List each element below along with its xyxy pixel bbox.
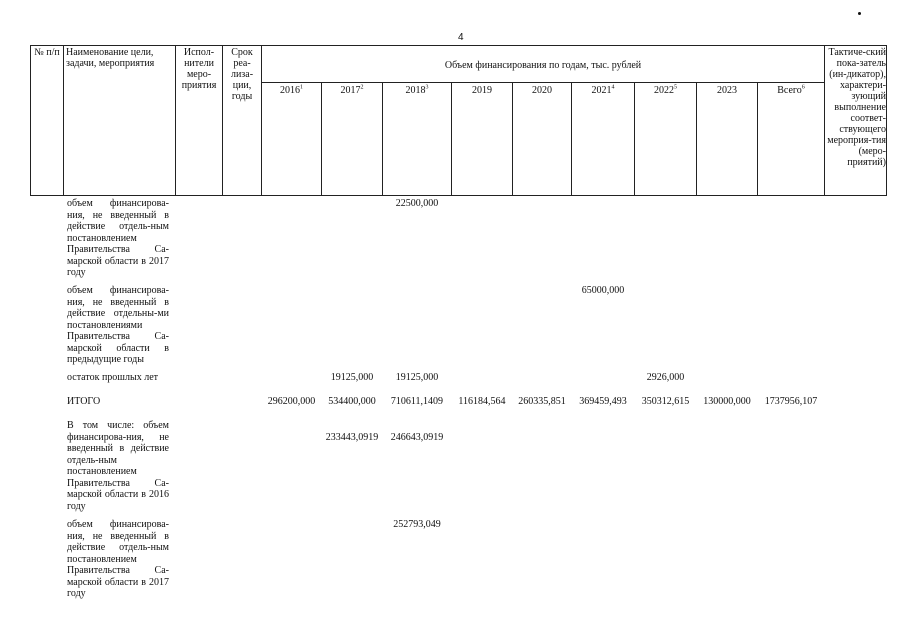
year-header-2022: 2022$^5$ [654,84,677,96]
year-header-Всего: Всего$^6$ [777,84,805,96]
year-header-2020: 2020 [532,85,552,96]
row-value-2021: 369459,493 [579,396,627,407]
row-value-2017: 19125,000 [330,372,374,383]
row-value-2016: 296200,000 [267,396,316,407]
row-label: В том числе: объем финансирова-ния, не введенный в действие отдель-ным постановлением Правительства Са-марской области в 2016 году [67,420,169,512]
row-label: объем финансирова-ния, не введенный в действие отдель-ным постановлением Правительства Са-марской области в 2017 году [67,519,169,599]
year-header-2016: 2016$^1$ [280,84,303,96]
col-term-header: Срок реа-лиза-ции, годы [230,47,254,102]
year-header-2021: 2021$^4$ [591,84,615,96]
row-label: объем финансирова-ния, не введенный в действие отдель-ным постановлением Правительства Са-марской области в 2017 году [67,198,169,278]
row-value-total: 1737956,107 [764,396,818,407]
year-header-2018: 2018$^3$ [405,84,429,96]
row-label: остаток прошлых лет [67,372,159,383]
row-value-2022: 2926,000 [646,372,685,383]
row-value-2018: 710611,1409 [390,396,444,407]
row-value-2023: 130000,000 [703,396,751,407]
row-value-2018: 246643,0919 [390,432,444,443]
row-value-2018: 22500,000 [395,198,439,209]
scan-dot [858,12,861,15]
year-header-2017: 2017$^2$ [340,84,364,96]
col-name-header: Наименование цели, задачи, мероприятия [66,47,155,69]
year-header-2019: 2019 [472,85,492,96]
col-executors-header: Испол-нители меро-приятия [181,47,217,91]
row-value-2019: 116184,564 [458,396,506,407]
row-label: объем финансирова-ния, не введенный в действие отдельны-ми постановлениями Правительства Са-марской области в предыдущие годы [67,285,169,365]
row-value-2017: 534400,000 [328,396,376,407]
year-header-2023: 2023 [717,85,737,96]
col-indicator-header: Тактиче-ский пока-затель (ин-дикатор), характери-зующий выполнение соответ-ствующего мероприя-тия (меро-приятий) [827,47,886,168]
row-value-2018: 19125,000 [395,372,439,383]
row-value-2017: 233443,0919 [325,432,379,443]
row-value-2022: 350312,615 [641,396,690,407]
page-number: 4 [458,32,464,43]
row-value-2018: 252793,049 [393,519,441,530]
row-label: ИТОГО [67,396,101,407]
row-value-2020: 260335,851 [518,396,566,407]
col-number-header: № п/п [34,47,60,58]
col-finance-header: Объем финансирования по годам, тыс. рублей [444,60,642,71]
row-value-2021: 65000,000 [581,285,625,296]
